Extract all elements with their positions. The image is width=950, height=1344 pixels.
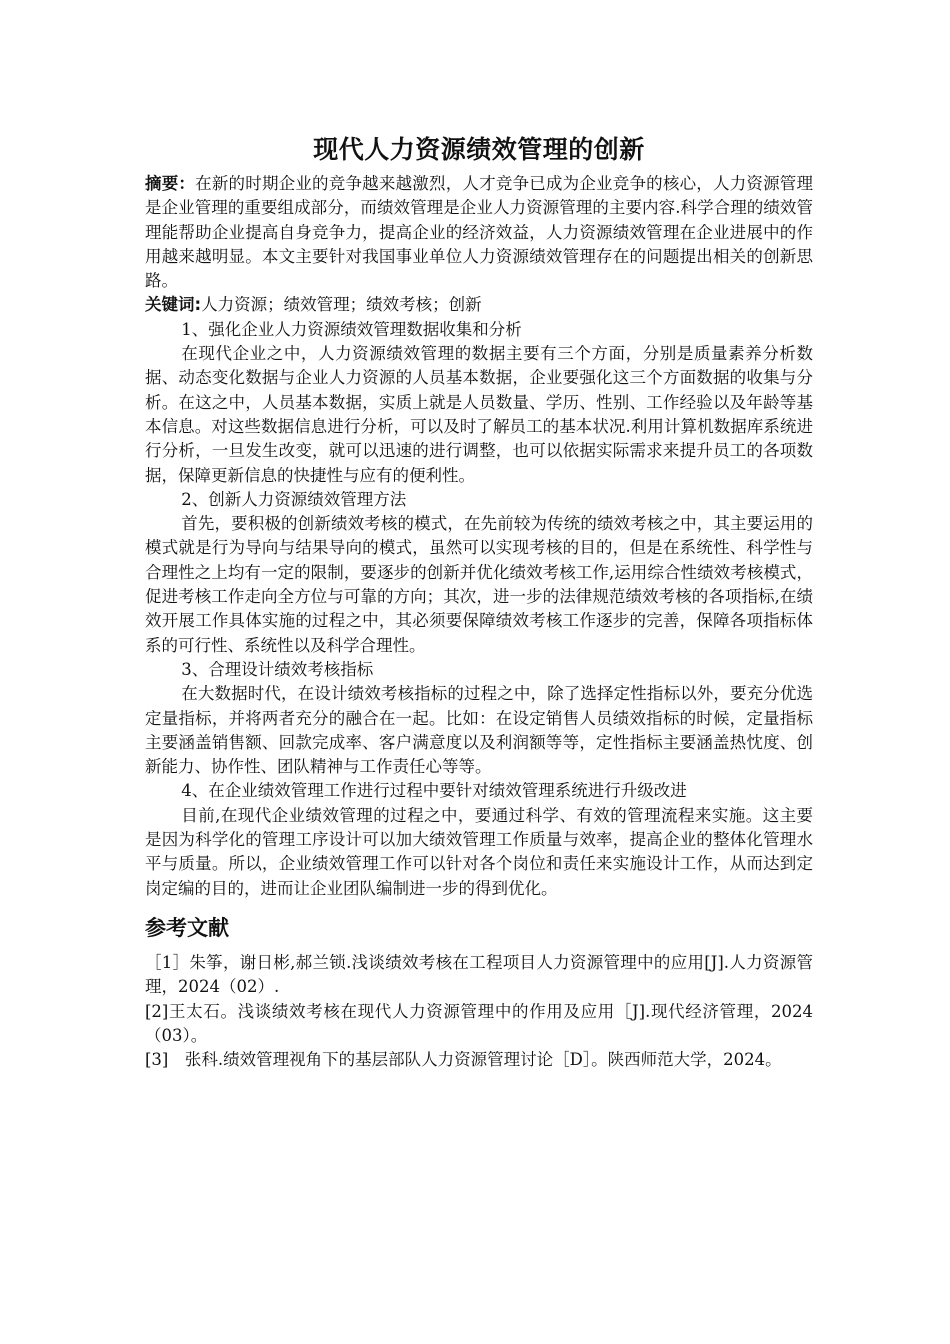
section-2 [145,488,813,658]
reference-item: [2]王太石。浅谈绩效考核在现代人力资源管理中的作用及应用［J].现代经济管理，2024 （03）。 [145,1001,813,1045]
keywords-text: 人力资源；绩效管理；绩效考核；创新 [201,295,482,315]
section-heading: 2、创新人力资源绩效管理方法 [181,489,407,509]
abstract-label: 摘要： [145,174,196,193]
abstract [145,172,813,293]
keywords [145,293,813,317]
section-paragraph: 目前,在现代企业绩效管理的过程之中，要通过科学、有效的管理流程来实施。这主要是因为科学化的管理工序设计可以加大绩效管理工作质量与效率，提高企业的整体化管理水平与质量。所以，企业绩效管理工作可以针对各个岗位和责任来实施设计工作，从而达到定岗定编的目的，进而让企业团队编制进一步的得到优化。 [145,805,813,898]
abstract-text: 在新的时期企业的竞争越来越激烈，人才竞争已成为企业竞争的核心，人力资源管理是企业管理的重要组成部分，而绩效管理是企业人力资源管理的主要内容.科学合理的绩效管理能帮助企业提高自身竞争力，提高企业的经济效益，人力资源绩效管理在企业进展中的作用越来越明显。本文主要针对我国事业单位人力资源绩效管理存在的问题提出相关的创新思路。 [145,174,814,291]
document-page [145,130,813,1072]
references-list [145,951,813,1072]
section-paragraph: 首先，要积极的创新绩效考核的模式，在先前较为传统的绩效考核之中，其主要运用的模式就是行为导向与结果导向的模式，虽然可以实现考核的目的，但是在系统性、科学性与合理性之上均有一定的限制，要逐步的创新并优化绩效考核工作,运用综合性绩效考核模式，促进考核工作走向全方位与可靠的方向；其次，进一步的法律规范绩效考核的各项指标,在绩效开展工作具体实施的过程之中，其必须要保障绩效考核工作逐步的完善，保障各项指标体系的可行性、系统性以及科学合理性。 [145,514,813,655]
section-paragraph: 在大数据时代，在设计绩效考核指标的过程之中，除了选择定性指标以外，要充分优选定量指标，并将两者充分的融合在一起。比如：在设定销售人员绩效指标的时候，定量指标主要涵盖销售额、回款完成率、客户满意度以及利润额等等，定性指标主要涵盖热忱度、创新能力、协作性、团队精神与工作责任心等等。 [145,684,813,777]
section-4 [145,779,813,900]
section-heading: 4、在企业绩效管理工作进行过程中要针对绩效管理系统进行升级改进 [181,781,687,801]
section-1 [145,318,813,488]
reference-item: [3] 张科.绩效管理视角下的基层部队人力资源管理讨论［D］。陕西师范大学，2024。 [145,1050,782,1070]
section-heading: 3、合理设计绩效考核指标 [181,659,374,679]
section-heading: 1、强化企业人力资源绩效管理数据收集和分析 [181,319,522,339]
document-title: 现代人力资源绩效管理的创新 [313,135,645,164]
section-3 [145,658,813,779]
keywords-label: 关键词: [145,295,202,315]
reference-item: ［1］朱筝，谢日彬,郝兰锁.浅谈绩效考核在工程项目人力资源管理中的应用[J].人力资源管理，2024（02）. [145,952,813,997]
section-paragraph: 在现代企业之中，人力资源绩效管理的数据主要有三个方面，分别是质量素养分析数据、动态变化数据与企业人力资源的人员基本数据，企业要强化这三个方面数据的收集与分析。在这之中，人员基本数据，实质上就是人员数量、学历、性别、工作经验以及年龄等基本信息。对这些数据信息进行分析，可以及时了解员工的基本状况.利用计算机数据库系统进行分析，一旦发生改变，就可以迅速的进行调整，也可以依据实际需求来提升员工的各项数据，保障更新信息的快捷性与应有的便利性。 [145,344,813,485]
references-title: 参考文献 [145,915,229,940]
